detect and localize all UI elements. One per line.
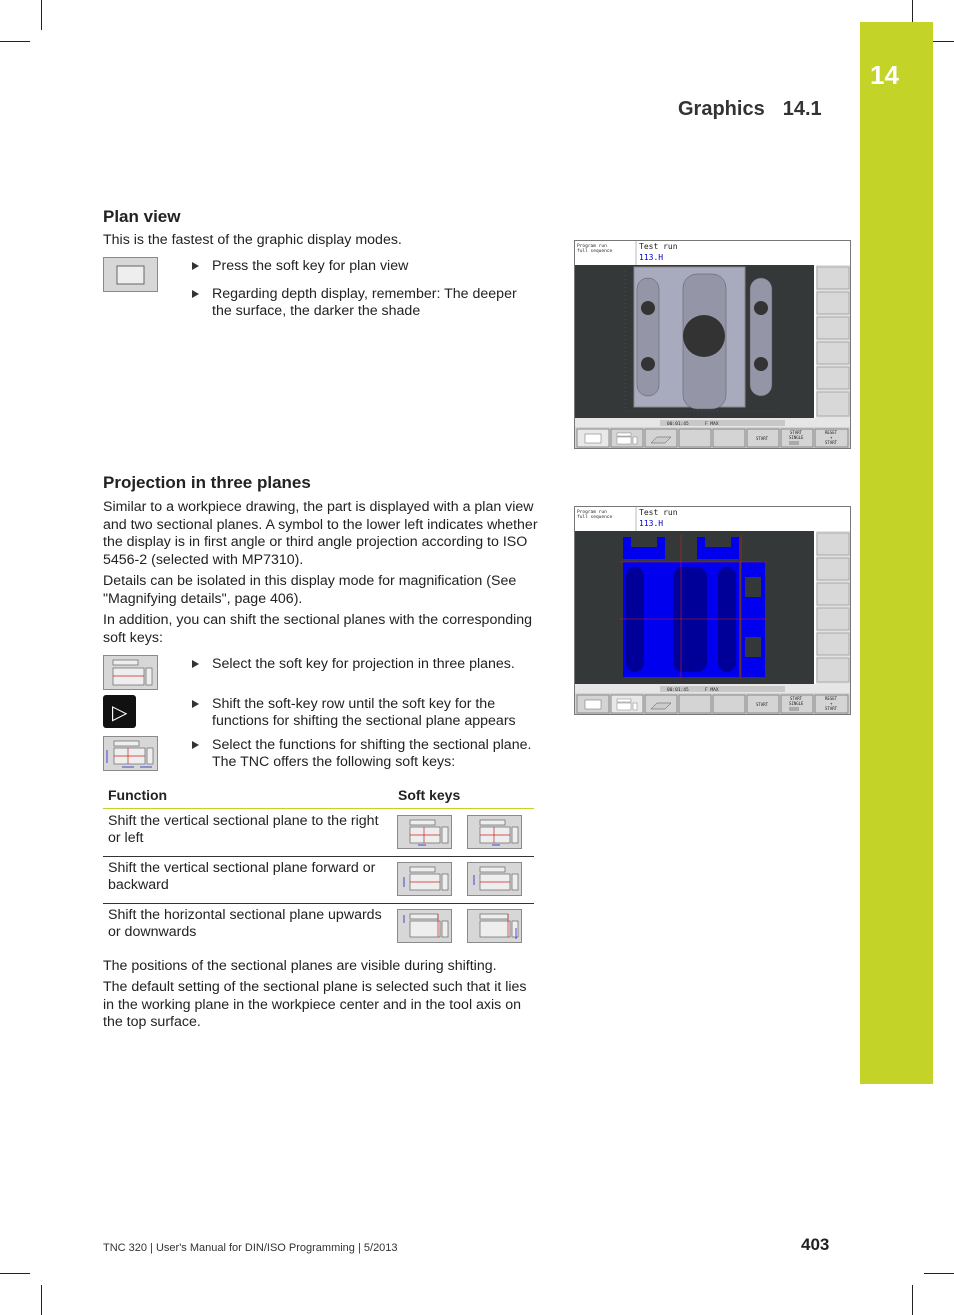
bullet-arrow-icon: [192, 290, 199, 298]
chapter-title: Graphics: [678, 98, 765, 120]
table-header-rule: [103, 808, 534, 809]
three-planes-softkey: [103, 655, 158, 690]
projection-paragraph-1: Similar to a workpiece drawing, the part is displayed with a plan view and two sectional planes. A symbol to the lower left indicates whether the display is in first angle or third angle projection according to ISO 5456-2 (selected with MP7310).: [103, 499, 538, 568]
projection-paragraph-3: In addition, you can shift the sectional planes with the corresponding soft keys:: [103, 612, 533, 646]
table-header-function: Function: [108, 787, 168, 803]
running-header: [678, 98, 822, 121]
page-footer: TNC 320 | User's Manual for DIN/ISO Programming | 5/2013: [103, 1242, 398, 1254]
after-table-paragraph-1: The positions of the sectional planes are visible during shifting.: [103, 958, 497, 974]
screen-key-reset-3: START: [825, 706, 838, 711]
shift-vertical-backward-softkey: [467, 862, 522, 896]
crop-mark: [41, 1285, 42, 1315]
table-row-2-function: Shift the vertical sectional plane forward or backward: [108, 860, 376, 894]
chapter-number: 14: [870, 60, 899, 90]
screen-key-single-1: START: [790, 430, 803, 435]
bullet-arrow-icon: [192, 262, 199, 270]
next-softkey-row-key: [103, 695, 136, 728]
table-row-divider: [103, 856, 534, 857]
shift-vertical-forward-softkey: [397, 862, 452, 896]
projection-heading: Projection in three planes: [103, 473, 311, 492]
screen-key-single-1: START: [790, 696, 803, 701]
screen-mode-line2: full sequence: [577, 249, 613, 254]
screen-status: F MAX: [705, 422, 719, 427]
shift-vertical-right-softkey: [467, 815, 522, 849]
screen-key-single-2: SINGLE: [789, 435, 804, 440]
screen-key-single-2: SINGLE: [789, 701, 804, 706]
crop-mark: [912, 1285, 913, 1315]
screen-timer: 00:01:45: [667, 688, 689, 693]
crop-mark: [41, 0, 42, 30]
screen-mode-line1: Program run: [577, 510, 607, 515]
projection-step-3: Select the functions for shifting the sectional plane. The TNC offers the following soft keys:: [192, 737, 532, 772]
page-number: 403: [801, 1235, 830, 1254]
screen-program: 113.H: [639, 519, 664, 528]
screen-status: F MAX: [705, 688, 719, 693]
bullet-arrow-icon: [192, 700, 199, 708]
screen-key-start: START: [756, 436, 769, 441]
screen-program: 113.H: [639, 253, 664, 262]
plan-view-softkey: [103, 257, 158, 292]
chapter-tab: [860, 22, 933, 1084]
shift-horizontal-up-softkey: [397, 909, 452, 943]
screen-title: Test run: [639, 508, 678, 517]
projection-paragraph-2: Details can be isolated in this display mode for magnification (See "Magnifying details", page 406).: [103, 573, 517, 607]
crop-mark: [0, 1273, 30, 1274]
after-table-paragraph-2: The default setting of the sectional plane is selected such that it lies in the working plane in the workpiece center and in the tool axis on the top surface.: [103, 979, 527, 1031]
three-planes-screenshot: [574, 506, 851, 715]
shift-planes-softkey: [103, 736, 158, 771]
screen-mode-line1: Program run: [577, 244, 607, 249]
plan-view-screenshot: [574, 240, 851, 449]
screen-key-reset-3: START: [825, 440, 838, 445]
shift-horizontal-down-softkey: [467, 909, 522, 943]
screen-key-reset-2: +: [830, 701, 833, 706]
screen-timer: 00:01:45: [667, 422, 689, 427]
crop-mark: [924, 1273, 954, 1274]
screen-key-start: START: [756, 702, 769, 707]
plan-view-step-2: Regarding depth display, remember: The deeper the surface, the darker the shade: [192, 286, 532, 321]
next-arrow-icon: ▷: [112, 702, 128, 724]
crop-mark: [0, 41, 30, 42]
table-row-divider: [103, 903, 534, 904]
section-number: 14.1: [782, 98, 822, 120]
table-row-1-function: Shift the vertical sectional plane to the right or left: [108, 813, 379, 847]
plan-view-heading: Plan view: [103, 207, 181, 226]
projection-step-1: Select the soft key for projection in three planes.: [192, 656, 532, 673]
plan-view-step-1: Press the soft key for plan view: [192, 258, 532, 275]
table-header-softkeys: Soft keys: [398, 787, 461, 803]
screen-mode-line2: full sequence: [577, 515, 613, 520]
bullet-arrow-icon: [192, 660, 199, 668]
plan-view-intro: This is the fastest of the graphic display modes.: [103, 232, 402, 248]
projection-step-2: Shift the soft-key row until the soft key for the functions for shifting the sectional plane appears: [192, 696, 532, 731]
shift-vertical-left-softkey: [397, 815, 452, 849]
screen-title: Test run: [639, 242, 678, 251]
screen-key-reset-1: RESET: [825, 696, 838, 701]
screen-key-reset-2: +: [830, 435, 833, 440]
table-row-3-function: Shift the horizontal sectional plane upwards or downwards: [108, 907, 382, 941]
screen-key-reset-1: RESET: [825, 430, 838, 435]
bullet-arrow-icon: [192, 741, 199, 749]
